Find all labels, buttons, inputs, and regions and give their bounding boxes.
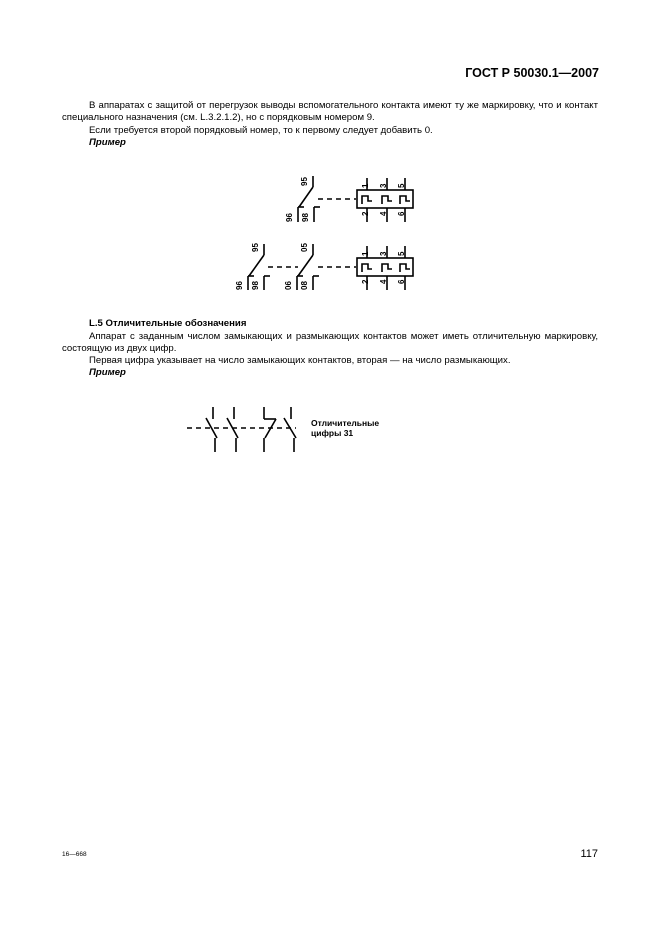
- main-label-5: 5: [397, 251, 406, 256]
- distinctive-label-line1: Отличительные: [311, 418, 380, 428]
- paragraph-second-number: Если требуется второй порядковый номер, то к первому следует добавить 0.: [89, 124, 433, 136]
- distinctive-label-line2: цифры 31: [311, 428, 354, 438]
- paragraph-first-digit: Первая цифра указывает на число замыкающих контактов, вторая — на число размыкающих.: [89, 355, 511, 366]
- aux-label-95: 95: [300, 177, 309, 186]
- section-heading: L.5 Отличительные обозначения: [89, 318, 247, 329]
- distinctive-marking-diagram: [187, 407, 296, 452]
- page-number: 117: [580, 848, 598, 860]
- paragraph-overload-protection: В аппаратах с защитой от перегрузок выводы вспомогательного контакта имеют ту же маркировку, что и контакт специального назначения (см. L.3.2.1.2), но с порядковым номером 9.: [62, 100, 598, 124]
- aux-label-96: 96: [235, 281, 244, 290]
- aux-label-95: 95: [251, 243, 260, 252]
- print-code: 16—668: [62, 851, 87, 858]
- aux-label-08: 08: [300, 281, 309, 290]
- main-label-6: 6: [397, 211, 406, 216]
- aux-label-98: 98: [301, 213, 310, 222]
- main-label-4: 4: [379, 279, 388, 284]
- example-label-2: Пример: [89, 367, 126, 378]
- main-label-2: 2: [361, 211, 370, 216]
- main-label-3: 3: [379, 251, 388, 256]
- aux-label-05: 05: [300, 243, 309, 252]
- paragraph-distinctive: Аппарат с заданным числом замыкающих и размыкающих контактов может иметь отличительную маркировку, состоящую из двух цифр.: [62, 330, 598, 354]
- main-label-1: 1: [361, 251, 370, 256]
- main-label-1: 1: [361, 183, 370, 188]
- main-label-2: 2: [361, 279, 370, 284]
- example-label-1: Пример: [89, 136, 126, 148]
- main-label-6: 6: [397, 279, 406, 284]
- main-label-4: 4: [379, 211, 388, 216]
- aux-label-98: 98: [251, 281, 260, 290]
- main-label-5: 5: [397, 183, 406, 188]
- aux-label-96: 96: [285, 213, 294, 222]
- aux-label-06: 06: [284, 281, 293, 290]
- distinctive-label: [311, 418, 379, 438]
- main-label-3: 3: [379, 183, 388, 188]
- document-header: ГОСТ Р 50030.1—2007: [465, 66, 599, 80]
